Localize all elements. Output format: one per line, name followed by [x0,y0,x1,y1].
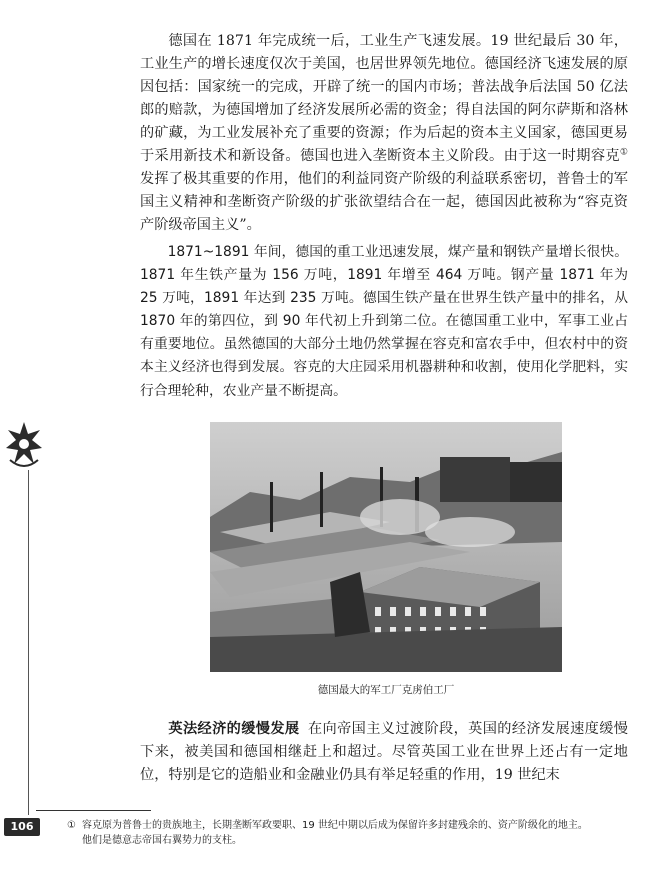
footnote-mark: ① [67,820,76,831]
paragraph-germany-economy [140,30,628,237]
paragraph-text: 德国在 1871 年完成统一后，工业生产飞速发展。19 世纪最后 30 年，工业生产的增长速度仅次于美国，也居世界领先地位。德国经济飞速发展的原因包括：国家统一的完成，开辟了统一的国内市场；普法战争后法国 50 亿法郎的赔款，为德国增加了经济发展所必需的资金；得自法国的阿尔萨斯和洛林的矿藏，为工业发展补充了重要的资源；作为后起的资本主义国家，德国更易于采用新技术和新设备。德国也进入垄断资本主义阶段。由于这一时期容克 [140,33,628,164]
paragraph-heavy-industry: 1871~1891 年间，德国的重工业迅速发展，煤产量和钢铁产量增长很快。1871 年生铁产量为 156 万吨，1891 年增至 464 万吨。钢产量 1871 年为 25 万吨，1891 年达到 235 万吨。德国生铁产量在世界生铁产量中的排名，从 1870 年的第四位，到 90 年代初上升到第二位。在德国重工业中，军事工业占有重要地位。虽然德国的大部分土地仍然掌握在容克和富农手中，但农村中的资本主义经济也得到发展。容克的大庄园采用机器耕种和收割，使用化学肥料，实行合理轮种，农业产量不断提高。 [140,244,628,399]
footnote-text-continued: 他们是德意志帝国右翼势力的支柱。 [82,835,242,846]
paragraph-text: 在向帝国主义过渡阶段，英国的经济发展速度缓慢下来，被美国和德国相继赶上和超过。尽管英国工业在世界上还占有一定地位，特别是它的造船业和金融业仍具有举足轻重的作用，19 世纪末 [140,721,628,783]
photo-caption: 德国最大的军工厂克虏伯工厂 [317,684,455,696]
footnote-reference[interactable]: ① [619,147,628,158]
decorative-ornament-icon [4,420,44,476]
paragraph-britain-france [140,718,628,787]
footnote-text: 容克原为普鲁士的贵族地主，长期垄断军政要职、19 世纪中期以后成为保留许多封建残余的、资产阶级化的地主。 [82,820,588,831]
footnote [36,818,628,848]
paragraph-text-continued: 发挥了极其重要的作用，他们的利益同资产阶级的利益联系密切，普鲁士的军国主义精神和垄断资产阶级的扩张欲望结合在一起，德国因此被称为“容克资产阶级帝国主义”。 [140,171,628,233]
footnote-divider [36,810,151,811]
page-number: 106 [4,818,40,836]
krupp-factory-photo [210,422,562,672]
section-heading: 英法经济的缓慢发展 [168,721,300,737]
margin-line [28,470,29,815]
